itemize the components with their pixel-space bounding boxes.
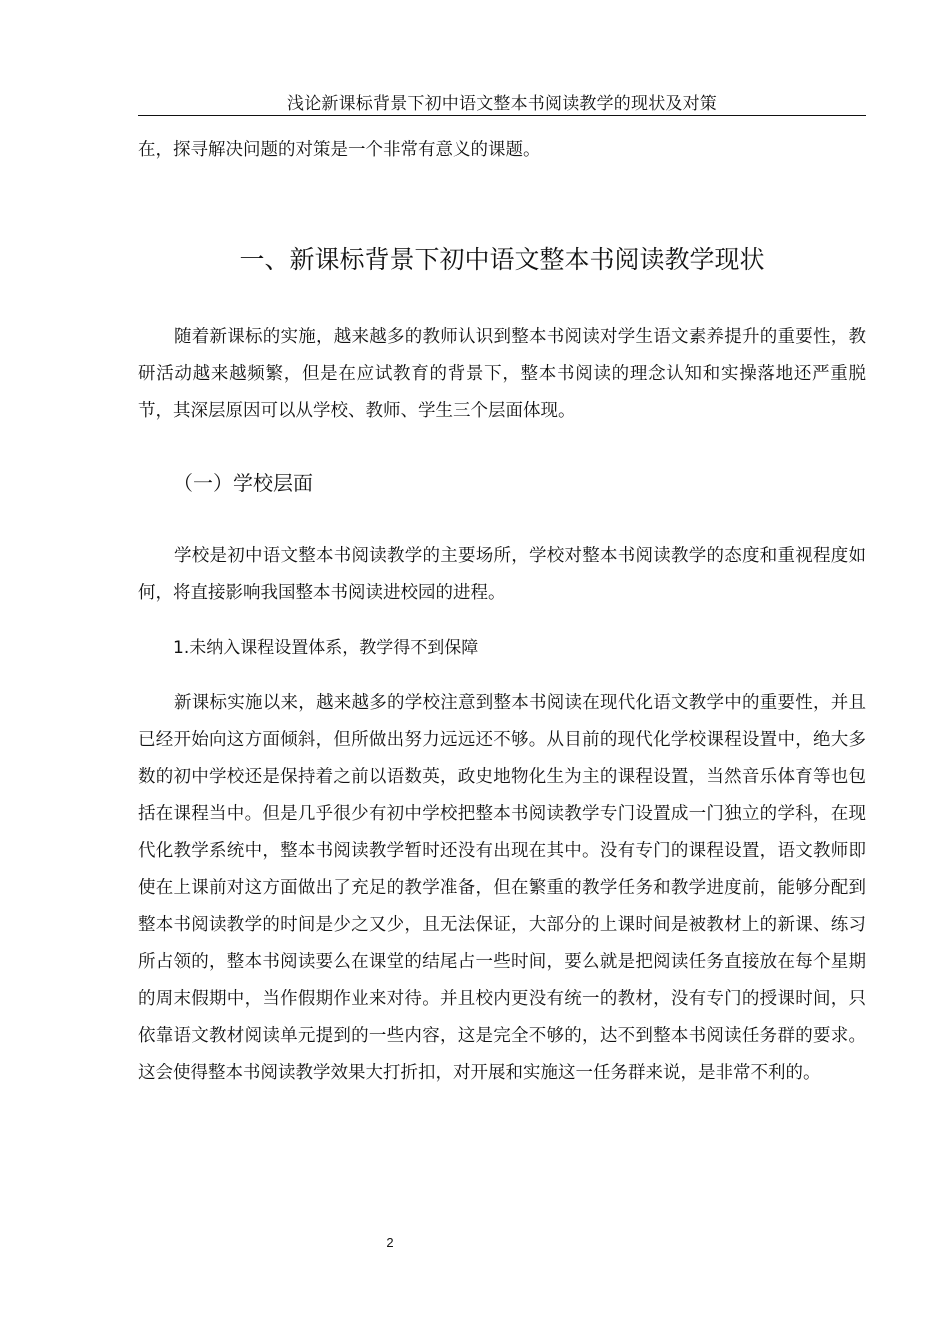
- section-paragraph: 学校是初中语文整本书阅读教学的主要场所，学校对整本书阅读教学的态度和重视程度如何，将直接影响我国整本书阅读进校园的进程。: [138, 546, 866, 603]
- subsection-title: 1.未纳入课程设置体系，教学得不到保障: [173, 638, 479, 658]
- header-rule: [138, 115, 866, 116]
- continuation-paragraph: 在，探寻解决问题的对策是一个非常有意义的课题。: [138, 140, 541, 160]
- section-title: （一）学校层面: [173, 471, 313, 495]
- intro-paragraph: 随着新课标的实施，越来越多的教师认识到整本书阅读对学生语文素养提升的重要性，教研活动越来越频繁，但是在应试教育的背景下，整本书阅读的理念认知和实操落地还严重脱节，其深层原因可以从学校、教师、学生三个层面体现。: [138, 327, 866, 421]
- page-number: 2: [386, 1235, 394, 1250]
- running-header: 浅论新课标背景下初中语文整本书阅读教学的现状及对策: [287, 94, 717, 114]
- main-paragraph: 新课标实施以来，越来越多的学校注意到整本书阅读在现代化语文教学中的重要性，并且已经开始向这方面倾斜，但所做出努力远远还不够。从目前的现代化学校课程设置中，绝大多数的初中学校还是保持着之前以语数英，政史地物化生为主的课程设置，当然音乐体育等也包括在课程当中。但是几乎很少有初中学校把整本书阅读教学专门设置成一门独立的学科，在现代化教学系统中，整本书阅读教学暂时还没有出现在其中。没有专门的课程设置，语文教师即使在上课前对这方面做出了充足的教学准备，但在繁重的教学任务和教学进度前，能够分配到整本书阅读教学的时间是少之又少，且无法保证，大部分的上课时间是被教材上的新课、练习所占领的，整本书阅读要么在课堂的结尾占一些时间，要么就是把阅读任务直接放在每个星期的周末假期中，当作假期作业来对待。并且校内更没有统一的教材，没有专门的授课时间，只依靠语文教材阅读单元提到的一些内容，这是完全不够的，达不到整本书阅读任务群的要求。这会使得整本书阅读教学效果大打折扣，对开展和实施这一任务群来说，是非常不利的。: [138, 693, 866, 1083]
- chapter-title: 一、新课标背景下初中语文整本书阅读教学现状: [239, 245, 765, 274]
